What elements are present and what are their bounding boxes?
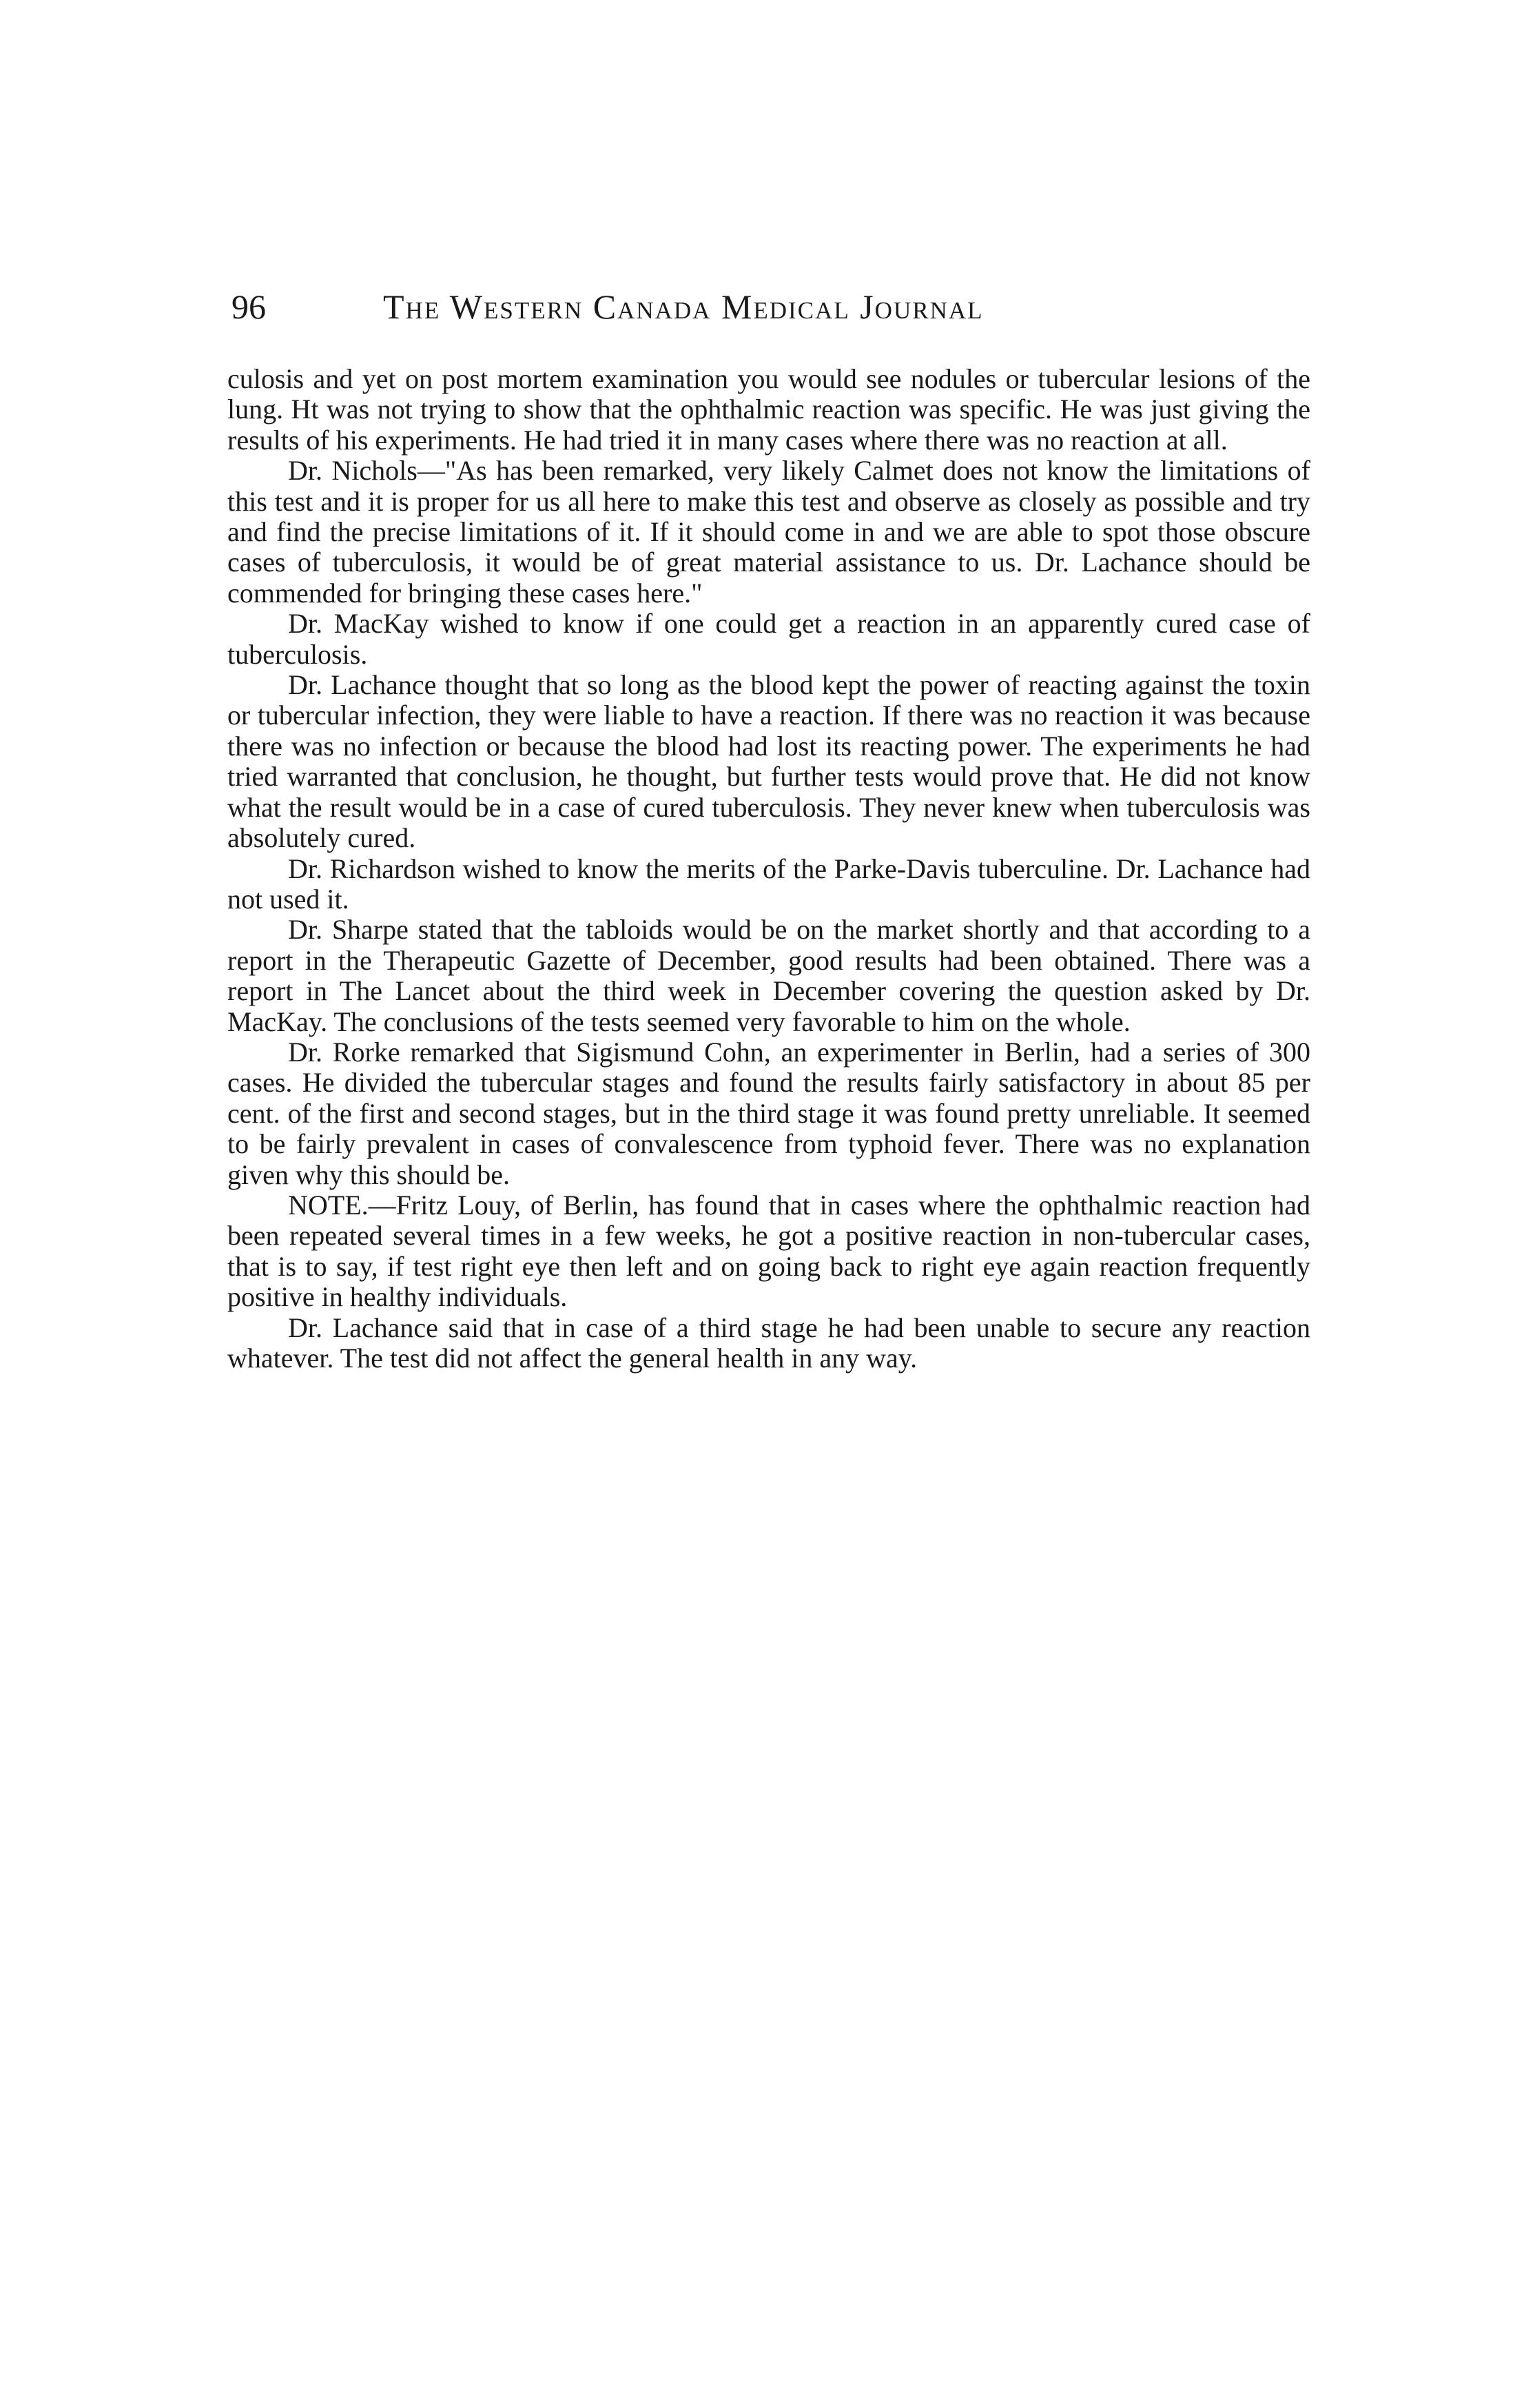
paragraph-lachance-reply: Dr. Lachance thought that so long as the blood kept the power of reacting against the toxin or tubercular infection, they were liable to have a reaction. If there was no reaction it was because there was no infection or because the blood had lost its reacting power. The experiments he had tried warranted that conclusion, he thought, but further tests would prove that. He did not know what the result would be in a case of cured tuberculosis. They never knew when tuberculosis was absolutely cured. <box>227 669 1310 854</box>
paragraph-lachance-closing: Dr. Lachance said that in case of a third stage he had been unable to secure any reaction whatever. The test did not affect the general health in any way. <box>227 1312 1310 1374</box>
page-header <box>231 279 1196 334</box>
paragraph-nichols: Dr. Nichols—"As has been remarked, very likely Calmet does not know the limitations of this test and it is proper for us all here to make this test and observe as closely as possible and try and find the precise limitations of it. If it should come in and we are able to spot those obscure cases of tuberculosis, it would be of great material assistance to us. Dr. Lachance should be commended for bringing these cases here." <box>227 455 1310 609</box>
paragraph-richardson: Dr. Richardson wished to know the merits of the Parke-Davis tuberculine. Dr. Lachance had not used it. <box>227 853 1310 915</box>
paragraph-note: NOTE.—Fritz Louy, of Berlin, has found that in cases where the ophthalmic reaction had been repeated several times in a few weeks, he got a positive reaction in non-tubercular cases, that is to say, if test right eye then left and on going back to right eye again reaction frequently positive in healthy individuals. <box>227 1189 1310 1313</box>
paragraph-sharpe: Dr. Sharpe stated that the tabloids would be on the market shortly and that according to a report in the Therapeutic Gazette of December, good results had been obtained. There was a report in The Lancet about the third week in December covering the question asked by Dr. MacKay. The conclusions of the tests seemed very favorable to him on the whole. <box>227 914 1310 1037</box>
article-body <box>227 364 1310 1374</box>
page-number: 96 <box>231 287 266 326</box>
paragraph-continuation: culosis and yet on post mortem examination you would see nodules or tubercular lesions of the lung. Ht was not trying to show that the ophthalmic reaction was specific. He was just giving the results of his experiments. He had tried it in many cases where there was no reaction at all. <box>227 363 1310 456</box>
paragraph-rorke: Dr. Rorke remarked that Sigismund Cohn, an experimenter in Berlin, had a series of 300 cases. He divided the tubercular stages and found the results fairly satisfactory in about 85 per cent. of the first and second stages, but in the third stage it was found pretty unreliable. It seemed to be fairly prevalent in cases of convalescence from typhoid fever. There was no explanation given why this should be. <box>227 1036 1310 1190</box>
paragraph-mackay: Dr. MacKay wished to know if one could get a reaction in an apparently cured case of tuberculosis. <box>227 608 1310 670</box>
running-title: The Western Canada Medical Journal <box>383 287 984 326</box>
